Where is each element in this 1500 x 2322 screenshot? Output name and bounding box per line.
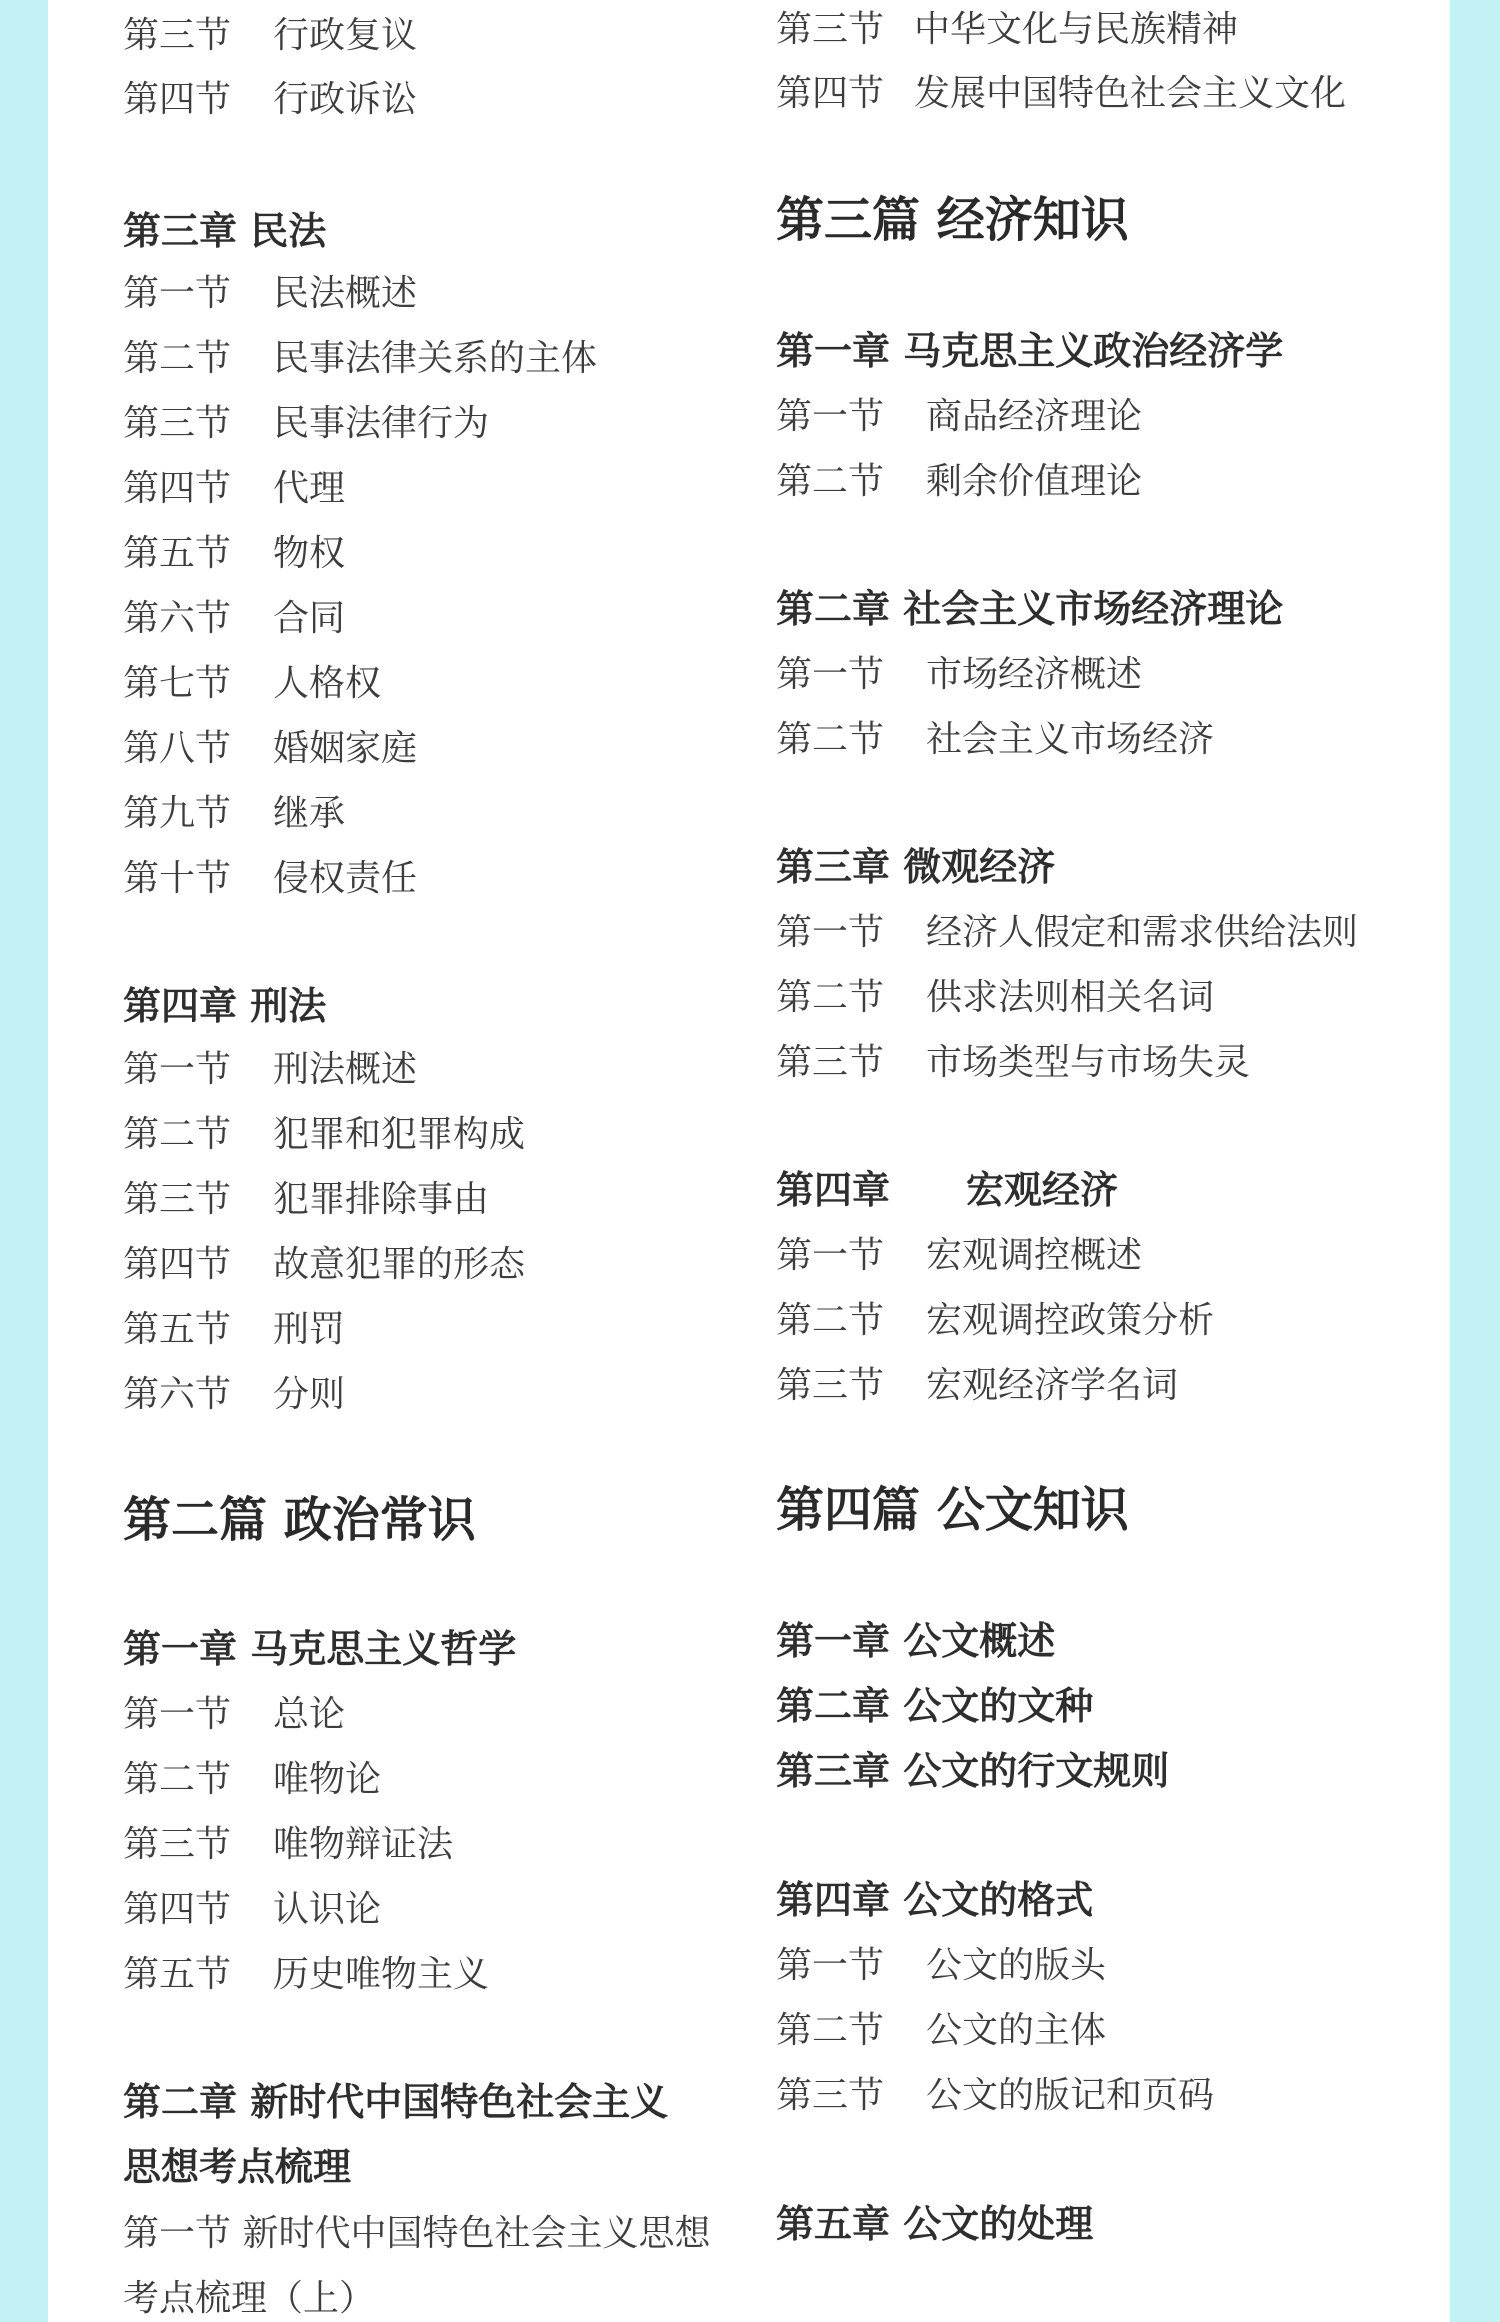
chapter-heading: 第三章 民法 — [123, 209, 327, 253]
section-item: 第七节 人格权 — [123, 663, 382, 704]
section-item: 第十节 侵权责任 — [123, 858, 418, 899]
chapter-heading: 第一章 马克思主义政治经济学 — [776, 329, 1284, 373]
section-item: 第二节 民事法律关系的主体 — [123, 338, 598, 379]
chapter-heading: 第三章 微观经济 — [776, 845, 1056, 889]
section-item: 第四节 代理 — [123, 468, 346, 509]
section-item-continued: 考点梳理（上） — [123, 2278, 376, 2319]
section-item: 第三节 市场类型与市场失灵 — [776, 1042, 1251, 1083]
part-heading: 第三篇 经济知识 — [776, 192, 1129, 248]
section-item: 第二节 犯罪和犯罪构成 — [123, 1114, 526, 1155]
section-item: 第一节 民法概述 — [123, 273, 418, 314]
section-item: 第二节 唯物论 — [123, 1759, 382, 1800]
section-item: 第一节 经济人假定和需求供给法则 — [776, 912, 1359, 953]
section-item: 第三节 民事法律行为 — [123, 403, 490, 444]
section-item: 第一节 市场经济概述 — [776, 654, 1143, 695]
section-item: 第一节 总论 — [123, 1694, 346, 1735]
section-item: 第二节 供求法则相关名词 — [776, 977, 1215, 1018]
chapter-heading-continued: 思想考点梳理 — [123, 2145, 352, 2189]
section-item: 第三节 犯罪排除事由 — [123, 1179, 490, 1220]
section-item: 第一节 公文的版头 — [776, 1945, 1107, 1986]
document-page — [48, 0, 1450, 2322]
section-item: 第一节 宏观调控概述 — [776, 1235, 1143, 1276]
section-item: 第五节 刑罚 — [123, 1309, 346, 1350]
part-heading: 第二篇 政治常识 — [123, 1492, 476, 1548]
section-item: 第六节 分则 — [123, 1374, 346, 1415]
chapter-heading: 第五章 公文的处理 — [776, 2202, 1094, 2246]
section-item: 第二节 剩余价值理论 — [776, 461, 1143, 502]
section-item: 第一节 新时代中国特色社会主义思想 — [123, 2213, 711, 2254]
section-item: 第九节 继承 — [123, 793, 346, 834]
section-item: 第五节 物权 — [123, 533, 346, 574]
section-item: 第三节 公文的版记和页码 — [776, 2075, 1215, 2116]
section-item: 第五节 历史唯物主义 — [123, 1954, 490, 1995]
chapter-heading: 第四章 公文的格式 — [776, 1878, 1094, 1922]
section-item: 第三节 中华文化与民族精神 — [776, 9, 1239, 50]
section-item: 第三节 唯物辩证法 — [123, 1824, 454, 1865]
section-item: 第四节 故意犯罪的形态 — [123, 1244, 526, 1285]
section-item: 第一节 商品经济理论 — [776, 396, 1143, 437]
chapter-heading: 第二章 社会主义市场经济理论 — [776, 587, 1284, 631]
section-item: 第三节 宏观经济学名词 — [776, 1365, 1179, 1406]
section-item: 第八节 婚姻家庭 — [123, 728, 418, 769]
chapter-heading: 第二章 公文的文种 — [776, 1684, 1094, 1728]
chapter-heading: 第二章 新时代中国特色社会主义 — [123, 2080, 669, 2124]
chapter-heading: 第一章 马克思主义哲学 — [123, 1627, 517, 1671]
chapter-heading: 第三章 公文的行文规则 — [776, 1749, 1170, 1793]
section-item: 第二节 社会主义市场经济 — [776, 719, 1215, 760]
section-item: 第二节 公文的主体 — [776, 2010, 1107, 2051]
chapter-heading: 第四章 刑法 — [123, 984, 327, 1028]
chapter-heading: 第四章 宏观经济 — [776, 1168, 1119, 1212]
section-item: 第二节 宏观调控政策分析 — [776, 1300, 1215, 1341]
section-item: 第一节 刑法概述 — [123, 1049, 418, 1090]
section-item: 第三节 行政复议 — [123, 15, 418, 56]
section-item: 第六节 合同 — [123, 598, 346, 639]
section-item: 第四节 认识论 — [123, 1889, 382, 1930]
chapter-heading: 第一章 公文概述 — [776, 1619, 1056, 1663]
part-heading: 第四篇 公文知识 — [776, 1482, 1129, 1538]
section-item: 第四节 行政诉讼 — [123, 79, 418, 120]
section-item: 第四节 发展中国特色社会主义文化 — [776, 73, 1347, 114]
